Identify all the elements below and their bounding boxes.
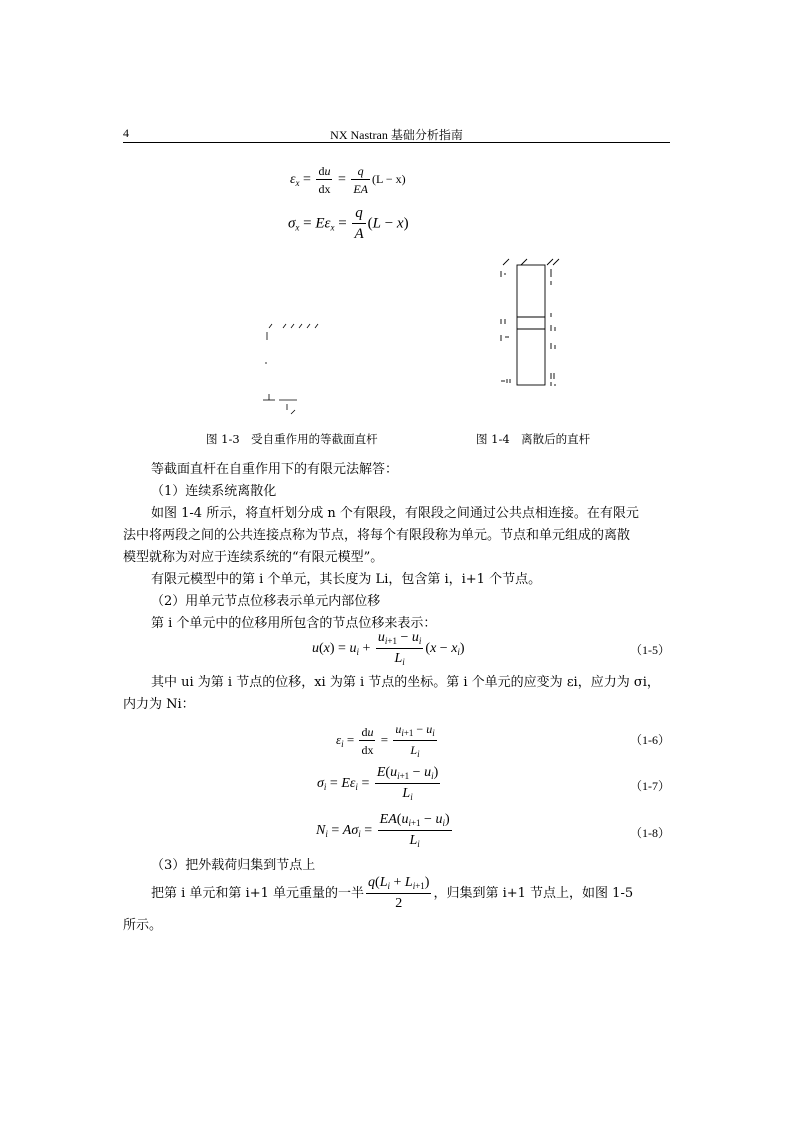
equation-1-8: $N_i = A\sigma_i$ = $\frac{EA(u_{i+1} - u_i)}{L_i}$ <box>316 812 450 849</box>
equation-1-7: $\sigma_i = E\varepsilon_i$ = $\frac{E(u_{i+1} - u_i)}{L_i}$ <box>317 765 439 802</box>
stress-equation: $\sigma_x = E\varepsilon_x$ = $\frac{q}{A}$ (L − x) <box>288 205 409 242</box>
paragraph-line: 其中 ui 为第 i 节点的位移，xi 为第 i 节点的坐标。第 i 个单元的应变为 εi，应力为 σi， <box>151 675 660 690</box>
paragraph-element-length: 有限元模型中的第 i 个单元，其长度为 Li，包含第 i，i+1 个节点。 <box>151 572 542 587</box>
section-heading-3: （3）把外载荷归集到节点上 <box>151 858 316 873</box>
paragraph-load-lumping: 把第 i 单元和第 i+1 单元重量的一半 $\frac{q(L_i + L_{i+1})}{2}$ ，归集到第 i+1 节点上，如图 1-5 <box>151 875 634 911</box>
equation-number: （1-7） <box>630 779 670 793</box>
figure-1-4 <box>495 255 570 395</box>
paragraph-line: 所示。 <box>123 918 163 933</box>
figure-1-3 <box>255 318 335 423</box>
equation-number: （1-8） <box>630 826 670 840</box>
equation-number: （1-6） <box>630 733 670 747</box>
equation-1-6: $\varepsilon_i$ = $\frac{du}{dx}$ = $\frac{u_{i+1} - u_i}{L_i}$ <box>336 722 435 759</box>
paragraph-line: 法中将两段之间的公共连接点称为节点，将每个有限段称为单元。节点和单元组成的离散 <box>123 528 631 543</box>
paragraph-line: 内力为 Ni： <box>123 697 195 712</box>
header-rule <box>123 142 670 143</box>
section-heading-2: （2）用单元节点位移表示单元内部位移 <box>151 594 381 609</box>
strain-equation: $\varepsilon_x$ = $\frac{du}{dx}$ = $\frac{q}{EA}$ (L − x) <box>290 164 406 196</box>
equation-1-5: $u(x) = u_i$ + $\frac{u_{i+1} - u_i}{L_i}$ $(x - x_i)$ <box>312 630 465 667</box>
page-number: 4 <box>123 126 129 140</box>
running-title: NX Nastran 基础分析指南 <box>330 128 463 142</box>
figure-1-4-caption: 图 1-4 离散后的直杆 <box>476 432 591 446</box>
paragraph-intro: 等截面直杆在自重作用下的有限元法解答： <box>151 462 399 477</box>
section-heading-1: （1）连续系统离散化 <box>151 484 277 499</box>
figure-1-3-caption: 图 1-3 受自重作用的等截面直杆 <box>206 432 378 446</box>
equation-number: （1-5） <box>630 643 670 657</box>
paragraph-displacement: 第 i 个单元中的位移用所包含的节点位移来表示： <box>151 616 437 631</box>
paragraph-line: 如图 1-4 所示，将直杆划分成 n 个有限段，有限段之间通过公共点相连接。在有限元 <box>151 506 639 521</box>
paragraph-line: 模型就称为对应于连续系统的“有限元模型”。 <box>123 550 384 565</box>
